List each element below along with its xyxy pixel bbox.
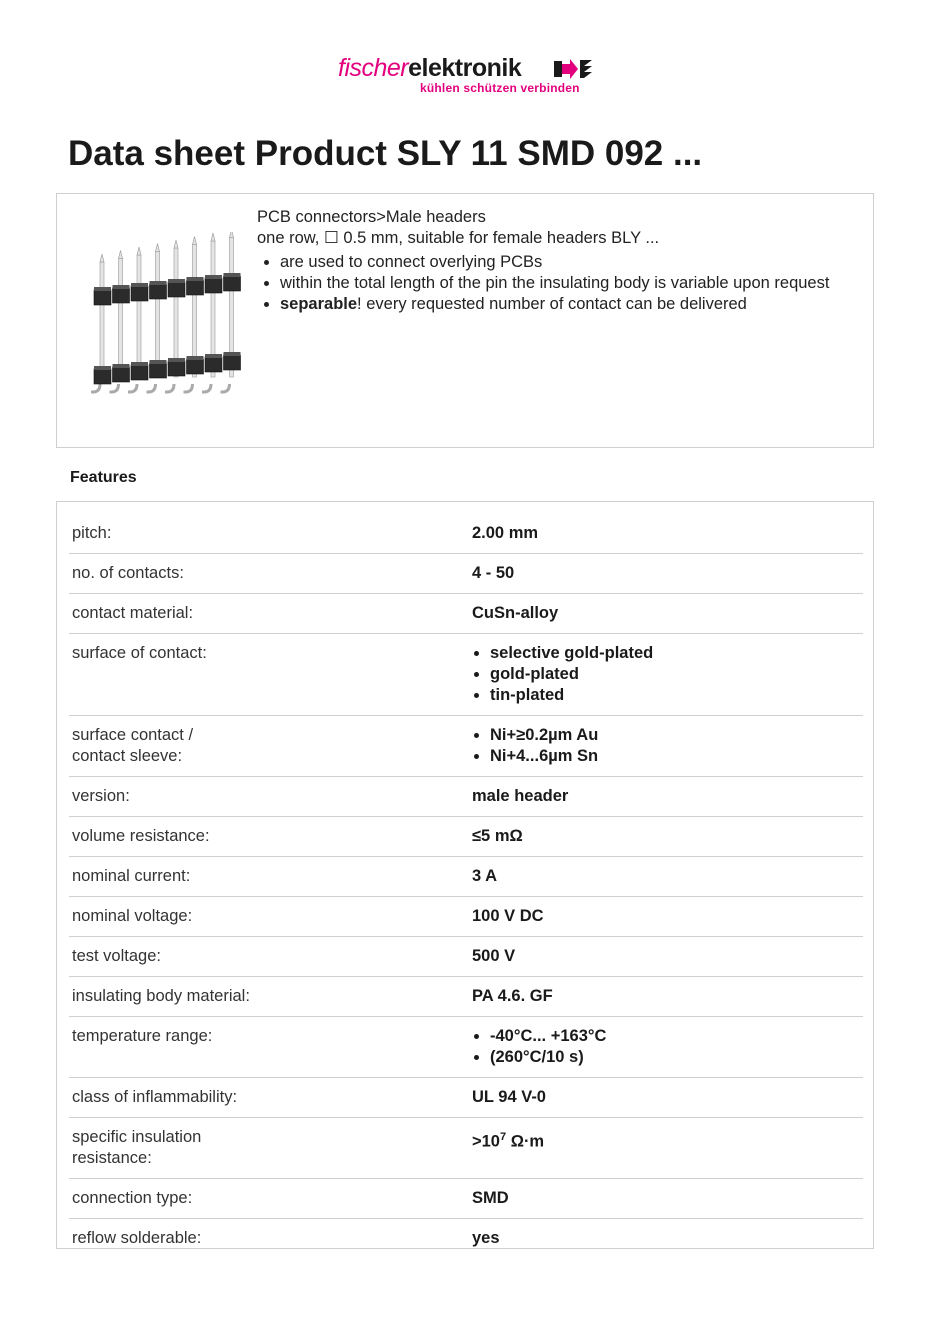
spec-label: insulating body material: [69,977,469,1017]
table-row [69,594,863,634]
spec-value: • -40°C... +163°C • (260°C/10 s) [469,1017,863,1078]
spec-label: temperature range: [69,1017,469,1078]
table-row [69,1017,863,1078]
product-bullet: • are used to connect overlying PCBs [280,252,847,273]
spec-label: surface contact / contact sleeve: [69,716,469,777]
spec-label: pitch: [69,514,469,554]
spec-label: surface of contact: [69,634,469,716]
spec-value: 100 V DC [469,897,863,937]
logo-tagline: kühlen schützen verbinden [420,81,580,95]
spec-value: PA 4.6. GF [469,977,863,1017]
features-box [56,501,874,1249]
table-row [69,977,863,1017]
table-row [69,937,863,977]
spec-value: SMD [469,1179,863,1219]
spec-label: class of inflammability: [69,1078,469,1118]
features-heading: Features [70,469,137,486]
spec-value: UL 94 V-0 [469,1078,863,1118]
spec-label: connection type: [69,1179,469,1219]
spec-label: no. of contacts: [69,554,469,594]
spec-label: nominal voltage: [69,897,469,937]
logo-wordmark: fischerelektronik [338,54,522,82]
company-logo [338,54,598,96]
spec-label: reflow solderable: [72,1229,202,1247]
spec-label: test voltage: [69,937,469,977]
product-image [87,232,247,412]
spec-value: 2.00 mm [469,514,863,554]
table-row [69,634,863,716]
spec-value: 500 V [469,937,863,977]
page-title: Data sheet Product SLY 11 SMD 092 ... [68,134,703,173]
product-bullet: • within the total length of the pin the insulating body is variable upon request [280,273,847,294]
spec-value: yes [472,1229,500,1247]
spec-value: • selective gold-plated • gold-plated • tin-plated [469,634,863,716]
spec-value: • Ni+≥0.2µm Au • Ni+4...6µm Sn [469,716,863,777]
product-bullets [257,252,847,315]
spec-label: nominal current: [69,857,469,897]
table-row [69,1078,863,1118]
product-subtitle: one row, ☐ 0.5 mm, suitable for female headers BLY ... [257,229,660,247]
table-row [69,1118,863,1179]
spec-value: 4 - 50 [469,554,863,594]
logo-arrow-icon [554,58,594,80]
spec-value: 3 A [469,857,863,897]
product-category: PCB connectors>Male headers [257,208,486,226]
spec-label: contact material: [69,594,469,634]
spec-value: male header [469,777,863,817]
spec-label: version: [69,777,469,817]
table-row [69,817,863,857]
product-description [257,207,847,315]
features-table [69,514,863,1258]
table-row [69,897,863,937]
table-row [69,716,863,777]
table-row [69,554,863,594]
table-row [69,857,863,897]
spec-value: ≤5 mΩ [469,817,863,857]
table-row [69,1219,863,1259]
product-bullet: • separable! every requested number of contact can be delivered [280,294,847,315]
table-row [69,777,863,817]
table-row [69,1179,863,1219]
spec-value: $>10^7$ Ω·m [469,1118,863,1179]
table-row [69,514,863,554]
spec-label: volume resistance: [69,817,469,857]
product-intro [56,193,874,448]
spec-label: specific insulation resistance: [69,1118,469,1179]
spec-value: CuSn-alloy [469,594,863,634]
